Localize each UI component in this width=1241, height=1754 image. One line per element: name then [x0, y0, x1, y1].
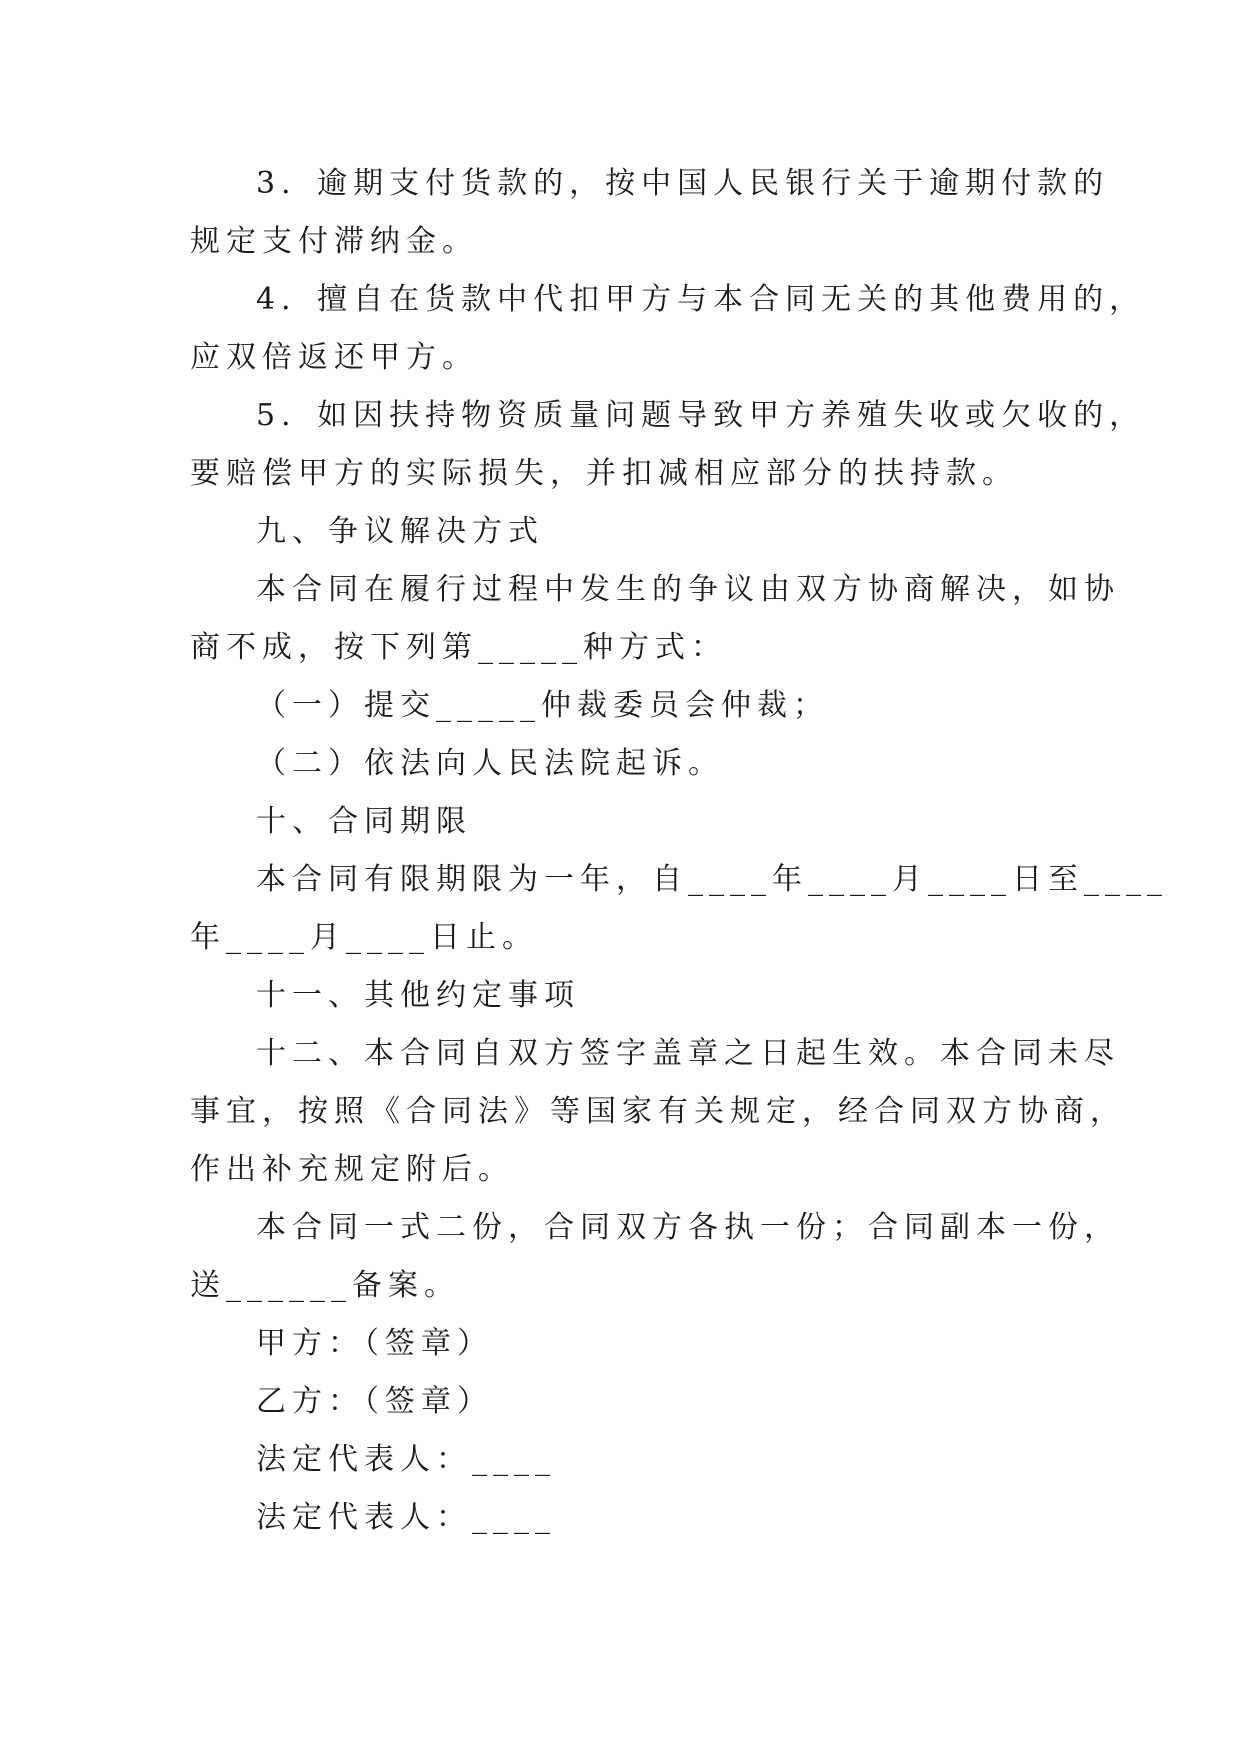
paragraph-line: 甲方：（签章） — [256, 1326, 493, 1361]
paragraph-line: 十一、其他约定事项 — [256, 978, 580, 1013]
paragraph-line: 十、合同期限 — [256, 804, 472, 839]
paragraph-line: 要赔偿甲方的实际损失，并扣减相应部分的扶持款。 — [190, 456, 1018, 491]
paragraph-line: 送______备案。 — [190, 1268, 460, 1303]
paragraph-line: 5．如因扶持物资质量问题导致甲方养殖失收或欠收的， — [256, 398, 1146, 433]
paragraph — [190, 677, 1070, 735]
paragraph-line: 乙方：（签章） — [256, 1384, 493, 1419]
document-page — [190, 155, 1168, 1547]
paragraph — [190, 387, 1146, 503]
section-heading — [190, 793, 1070, 851]
paragraph — [190, 271, 1146, 387]
paragraph-line: 商不成，按下列第_____种方式： — [190, 630, 727, 665]
paragraph-line: 规定支付滞纳金。 — [190, 224, 478, 259]
paragraph-line: 作出补充规定附后。 — [190, 1152, 514, 1187]
paragraph — [190, 155, 1110, 271]
legal-representative-b — [190, 1489, 1070, 1547]
paragraph — [190, 1199, 1120, 1315]
paragraph-line: 本合同有限期限为一年，自____年____月____日至____ — [256, 862, 1168, 897]
paragraph — [190, 851, 1168, 967]
paragraph-line: 九、争议解决方式 — [256, 514, 544, 549]
paragraph-line: 3．逾期支付货款的，按中国人民银行关于逾期付款的 — [256, 166, 1110, 201]
section-heading — [190, 967, 1070, 1025]
paragraph-line: 事宜，按照《合同法》等国家有关规定，经合同双方协商， — [190, 1094, 1126, 1129]
signature-party-b — [190, 1373, 1070, 1431]
paragraph-line: 法定代表人：____ — [256, 1500, 556, 1535]
paragraph-line: 应双倍返还甲方。 — [190, 340, 478, 375]
paragraph-line: （一）提交_____仲裁委员会仲裁； — [256, 688, 829, 723]
paragraph — [190, 561, 1120, 677]
paragraph-line: 本合同在履行过程中发生的争议由双方协商解决，如协 — [256, 572, 1120, 607]
paragraph-line: 4．擅自在货款中代扣甲方与本合同无关的其他费用的， — [256, 282, 1146, 317]
section-heading — [190, 503, 1070, 561]
paragraph — [190, 1025, 1126, 1199]
paragraph — [190, 735, 1070, 793]
paragraph-line: （二）依法向人民法院起诉。 — [256, 746, 724, 781]
paragraph-line: 年____月____日止。 — [190, 920, 538, 955]
paragraph-line: 本合同一式二份，合同双方各执一份；合同副本一份， — [256, 1210, 1120, 1245]
paragraph-line: 法定代表人：____ — [256, 1442, 556, 1477]
signature-party-a — [190, 1315, 1070, 1373]
paragraph-line: 十二、本合同自双方签字盖章之日起生效。本合同未尽 — [256, 1036, 1120, 1071]
legal-representative-a — [190, 1431, 1070, 1489]
